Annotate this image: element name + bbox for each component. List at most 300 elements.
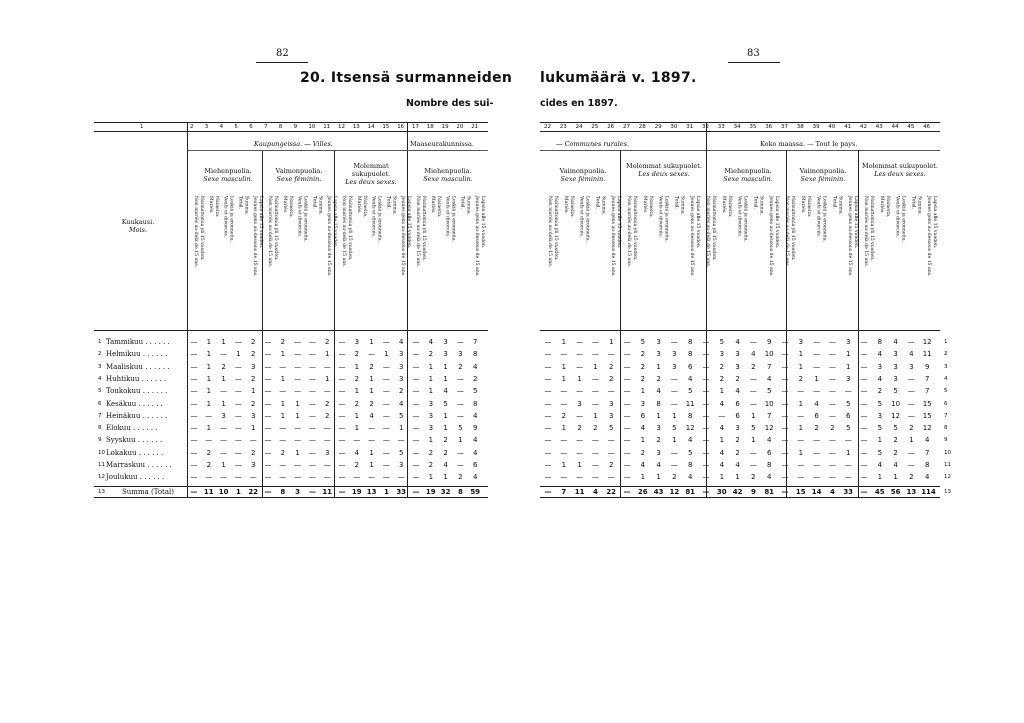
table-cell: — [623,362,631,371]
row-number: 2 [98,351,102,358]
table-cell: 1 [640,436,646,445]
table-cell: — [781,461,789,469]
stub-header [112,218,164,234]
table-cell: 2 [250,399,256,408]
table-cell: — [828,436,836,445]
table-cell: 5 [751,424,756,433]
total-cell: 4 [592,488,598,496]
table-cell: — [382,374,390,383]
table-cell: 15 [922,399,932,408]
right-sub-5-fr: Les deux sexes. [874,170,926,178]
table-cell: 7 [924,374,930,383]
table-cell: — [560,473,568,482]
right-title: lukumäärä v. 1897. [540,70,697,86]
table-cell: 3 [608,399,614,408]
right-sub-3-fi: Miehenpuolia. [724,167,772,175]
right-sub-2-fr: Les deux sexes. [638,170,690,178]
table-cell: — [591,338,599,346]
table-cell: — [234,399,242,408]
table-cell: 2 [369,399,374,408]
table-cell: — [220,473,228,482]
table-cell: — [844,461,852,469]
table-cell: — [670,399,678,408]
table-cell: 1 [561,338,567,346]
table-cell: 2 [640,448,646,457]
column-number: 5 [234,124,238,130]
table-cell: 2 [324,411,330,420]
row-number: 10 [944,449,951,456]
table-cell: — [781,411,789,420]
column-number: 14 [367,124,375,130]
table-cell: 2 [221,362,226,371]
table-cell: — [308,338,316,346]
month-name: Tammikuu . . . . . . [106,338,170,346]
table-cell: 2 [428,448,434,457]
column-number: 18 [426,124,434,130]
table-cell: 1 [354,424,360,433]
column-number: 2 [190,124,194,130]
table-cell: 3 [798,338,804,346]
table-cell: 4 [893,338,898,346]
table-cell: 2 [798,374,804,383]
row-number: 7 [944,412,948,419]
table-cell: 4 [369,411,374,420]
table-cell: 3 [877,362,883,371]
table-cell: 1 [428,387,434,396]
column-head: Summa. Total. [752,196,764,216]
month-name: Joulukuu . . . . . . [106,473,165,482]
table-cell: 4 [893,461,898,469]
table-cell: — [382,362,390,371]
column-head: Naineita. Mariés. [799,196,811,218]
table-cell: 2 [593,424,598,433]
table-cell: — [749,448,757,457]
table-cell: 8 [924,461,930,469]
table-cell: — [560,436,568,445]
table-cell: — [749,387,757,396]
table-cell: — [670,374,678,383]
table-cell: 1 [250,424,256,433]
table-cell: 4 [924,436,930,445]
row-number: 13 [98,489,105,495]
table-cell: — [813,338,821,346]
table-cell: 8 [656,399,661,408]
table-cell: 2 [640,374,646,383]
table-cell: — [860,362,868,371]
table-cell: 4 [428,338,434,346]
table-cell: — [797,411,805,420]
table-cell: 4 [472,436,478,445]
table-cell: — [190,362,198,371]
table-cell: 1 [206,387,212,396]
table-cell: — [560,399,568,408]
table-cell: 1 [909,436,914,445]
table-cell: 1 [640,473,646,482]
table-cell: — [860,448,868,457]
table-cell: 4 [443,387,448,396]
table-cell: 2 [443,436,448,445]
column-number: 36 [765,124,773,130]
table-cell: 12 [764,424,774,433]
table-cell: — [623,461,631,469]
right-sub-4-fr: Sexe féminin. [800,175,846,183]
table-cell: — [828,338,836,346]
table-cell: 1 [428,473,434,482]
table-cell: — [828,374,836,383]
right-group-koko: Koko maassa. — Tout le pays. [760,140,858,148]
table-cell: — [860,461,868,469]
table-cell: — [249,473,257,482]
total-cell: 11 [574,488,585,496]
table-cell: — [353,436,361,445]
table-cell: — [456,461,464,469]
table-cell: — [718,411,726,420]
table-cell: 1 [221,399,226,408]
table-cell: 3 [354,338,360,346]
table-cell: — [279,473,287,482]
table-cell: — [190,424,198,433]
table-cell: — [623,473,631,482]
column-number: 12 [338,124,345,130]
column-head: Naineita. Mariés. [355,196,367,218]
table-cell: 3 [719,350,725,359]
total-cell: — [860,488,868,496]
table-cell: 2 [280,338,286,346]
table-cell: 1 [250,387,256,396]
table-cell: 5 [877,399,883,408]
column-head: Summa. Total. [831,196,843,216]
table-cell: 2 [354,461,360,469]
table-cell: 5 [458,424,463,433]
column-number: 44 [891,124,899,130]
table-cell: — [591,473,599,482]
table-cell: — [412,424,420,433]
total-cell: 11 [322,488,333,496]
table-cell: 1 [814,374,819,383]
table-cell: 1 [845,362,851,371]
table-cell: 1 [443,411,448,420]
table-cell: — [591,387,599,396]
total-label: Summa (Total) [122,488,175,496]
column-head: Lapsia alle 15 vuoden. Jeunes gens au-dessous de 15 ans. [326,196,338,277]
column-number: 34 [733,124,741,130]
table-cell: — [338,436,346,445]
total-cell: — [264,488,272,496]
month-name: Lokakuu . . . . . . [106,448,164,457]
row-number: 6 [98,400,102,407]
table-cell: — [576,362,584,371]
right-sub-1-fr: Sexe féminin. [560,175,606,183]
table-cell: 5 [845,424,851,433]
table-cell: 1 [443,374,448,383]
column-number: 30 [670,124,678,130]
table-cell: — [190,350,198,359]
total-cell: 11 [203,488,214,496]
table-cell: 2 [656,374,661,383]
table-cell: 1 [593,411,598,420]
table-cell: — [670,448,678,457]
table-cell: — [781,424,789,433]
month-name: Maaliskuu . . . . . . [106,362,170,371]
column-number: 8 [278,124,283,130]
column-head: Leskiä ja eronneita. Veufs et divorcés. [222,196,234,243]
table-cell: 6 [735,399,740,408]
right-sub-1-fi: Vaimonpuolia. [559,167,607,175]
table-cell: 1 [369,387,374,396]
table-cell: 1 [577,461,582,469]
table-cell: — [544,448,552,457]
table-cell: — [576,338,584,346]
table-cell: — [576,411,584,420]
table-cell: — [813,362,821,371]
table-cell: 1 [893,473,898,482]
table-cell: 12 [891,411,901,420]
total-cell: 19 [425,488,436,496]
table-cell: 1 [324,350,330,359]
table-cell: 1 [369,461,374,469]
table-cell: 3 [893,374,898,383]
column-number: 10 [308,124,316,130]
row-number: 5 [98,388,102,395]
table-cell: 4 [640,461,646,469]
column-number: 16 [397,124,405,130]
table-cell: 2 [735,448,740,457]
column-number: 25 [591,124,599,130]
table-cell: 1 [672,436,677,445]
table-cell: 1 [236,350,241,359]
total-cell: 12 [669,488,680,496]
column-head: Summa. Total. [385,196,397,216]
table-cell: — [234,436,242,445]
table-cell: 5 [893,424,898,433]
table-cell: 4 [687,473,693,482]
column-head: Naimattomia yli 15 vuoden. Non mariés au-delà de 15 ans. [705,196,716,268]
table-cell: — [544,338,552,346]
column-head: Naimattomia yli 15 vuoden. Non mariés au-delà de 15 ans. [415,196,426,268]
table-cell: 5 [398,448,404,457]
table-cell: 1 [280,399,286,408]
table-cell: — [702,387,710,396]
table-cell: 1 [428,436,434,445]
table-cell: 3 [458,350,463,359]
table-cell: 6 [640,411,646,420]
table-cell: — [591,461,599,469]
total-cell: — [781,488,789,496]
left-sub-2-fr: Sexe féminin. [276,175,322,183]
table-cell: 2 [909,424,914,433]
table-cell: 4 [766,473,772,482]
table-cell: — [234,374,242,383]
table-cell: — [702,436,710,445]
table-cell: 4 [398,338,404,346]
column-number: 32 [702,124,709,130]
table-cell: — [382,436,390,445]
table-cell: — [702,399,710,408]
month-name: Heinäkuu . . . . . . [106,411,168,420]
right-group-maaseutu: — Communes rurales. [556,140,630,148]
table-cell: 5 [877,448,883,457]
table-cell: 5 [766,387,772,396]
table-cell: 1 [206,399,212,408]
row-number: 1 [944,339,948,345]
column-number: 7 [264,124,268,130]
table-cell: 1 [608,338,614,346]
table-cell: — [813,387,821,396]
table-cell: 8 [472,399,478,408]
column-head: Summa. Total. [459,196,471,216]
table-cell: — [323,473,331,482]
table-cell: — [560,387,568,396]
table-cell: — [205,411,213,420]
table-cell: 3 [893,350,898,359]
table-cell: 1 [295,399,300,408]
table-cell: 4 [751,350,756,359]
left-sub-3 [337,162,405,186]
table-cell: — [591,374,599,383]
table-cell: — [338,448,346,457]
table-cell: — [190,473,198,482]
table-cell: 3 [443,350,448,359]
table-cell: — [781,436,789,445]
table-cell: 1 [206,374,212,383]
table-cell: — [190,399,198,408]
table-cell: — [338,399,346,408]
table-cell: — [560,448,568,457]
table-cell: — [338,461,346,469]
table-cell: — [544,473,552,482]
table-cell: — [323,461,331,469]
table-cell: 2 [561,411,567,420]
table-cell: — [670,387,678,396]
total-cell: 30 [716,488,727,496]
table-cell: — [781,362,789,371]
left-sub-2 [266,167,332,183]
table-cell: 1 [798,399,804,408]
table-cell: 1 [354,362,360,371]
table-cell: — [702,461,710,469]
table-cell: — [907,338,915,346]
table-cell: 1 [735,473,740,482]
table-cell: 3 [250,461,256,469]
table-cell: 8 [687,350,693,359]
table-cell: 1 [428,362,434,371]
table-cell: 5 [893,387,898,396]
column-number: 46 [923,124,931,130]
table-cell: — [844,387,852,396]
table-cell: — [623,448,631,457]
row-number: 13 [944,489,951,495]
table-cell: 1 [845,448,851,457]
table-cell: — [670,461,678,469]
table-cell: 3 [608,411,614,420]
table-cell: — [576,436,584,445]
table-cell: — [294,350,302,359]
column-head: Summa. Total. [237,196,249,216]
table-cell: 1 [443,424,448,433]
table-cell: 4 [735,338,740,346]
table-cell: 4 [814,399,819,408]
column-head: Naimattomia yli 15 vuoden. Non mariés au-delà de 15 ans. [193,196,204,268]
table-cell: — [781,374,789,383]
table-cell: — [308,362,316,371]
column-head: Lapsia alle 15 vuoden. Jeunes gens au-dessous de 15 ans. [400,196,412,277]
table-cell: — [828,461,836,469]
month-name: Kesäkuu . . . . . . [106,399,163,408]
table-cell: 3 [640,399,646,408]
table-cell: 1 [877,473,883,482]
table-cell: — [813,461,821,469]
table-cell: 6 [766,448,772,457]
table-cell: — [860,387,868,396]
total-cell: 81 [764,488,775,496]
table-cell: 3 [428,411,434,420]
table-cell: — [308,436,316,445]
total-cell: 22 [606,488,617,496]
table-cell: 3 [250,362,256,371]
column-head: Summa. Total. [594,196,606,216]
column-number: 13 [352,124,360,130]
table-cell: 1 [221,374,226,383]
table-cell: 4 [656,387,661,396]
table-cell: — [860,424,868,433]
table-cell: — [702,362,710,371]
table-cell: — [607,448,615,457]
table-cell: 8 [877,338,883,346]
table-cell: — [828,473,836,482]
total-cell: — [412,488,420,496]
table-cell: — [828,411,836,420]
table-cell: — [338,362,346,371]
left-group-maaseutu: Maaseurakunnissa. [410,140,474,148]
table-cell: 7 [766,411,772,420]
table-cell: — [338,350,346,359]
table-cell: 4 [472,362,478,371]
table-cell: 2 [250,338,256,346]
table-cell: 9 [472,424,478,433]
column-head: Leskiä ja eronneita. Veufs et divorcés. [736,196,748,243]
table-cell: 1 [877,436,883,445]
left-sub-4-fr: Sexe masculin. [423,175,473,183]
table-cell: — [576,448,584,457]
column-number: 28 [638,124,646,130]
table-cell: — [828,362,836,371]
table-cell: 12 [685,424,695,433]
column-head: Naineita. Mariés. [281,196,293,218]
table-cell: 1 [354,387,360,396]
column-number: 41 [844,124,852,130]
table-cell: — [308,399,316,408]
table-cell: 3 [428,399,434,408]
left-sub-3-fr: Les deux sexes. [345,178,397,186]
table-cell: — [860,436,868,445]
column-head: Naineita. Mariés. [641,196,653,218]
table-cell: — [264,387,272,396]
table-cell: 1 [295,411,300,420]
table-cell: 6 [735,411,740,420]
right-sub-5 [862,162,938,178]
table-cell: 3 [443,338,448,346]
table-cell: — [907,387,915,396]
row-number: 3 [944,363,948,370]
table-cell: 4 [877,461,883,469]
table-cell: — [412,399,420,408]
row-number: 2 [944,351,948,358]
table-cell: — [702,338,710,346]
table-cell: 4 [687,436,693,445]
table-cell: 1 [206,362,212,371]
total-cell: — [702,488,710,496]
left-sub-1-fi: Miehenpuolia. [204,167,252,175]
